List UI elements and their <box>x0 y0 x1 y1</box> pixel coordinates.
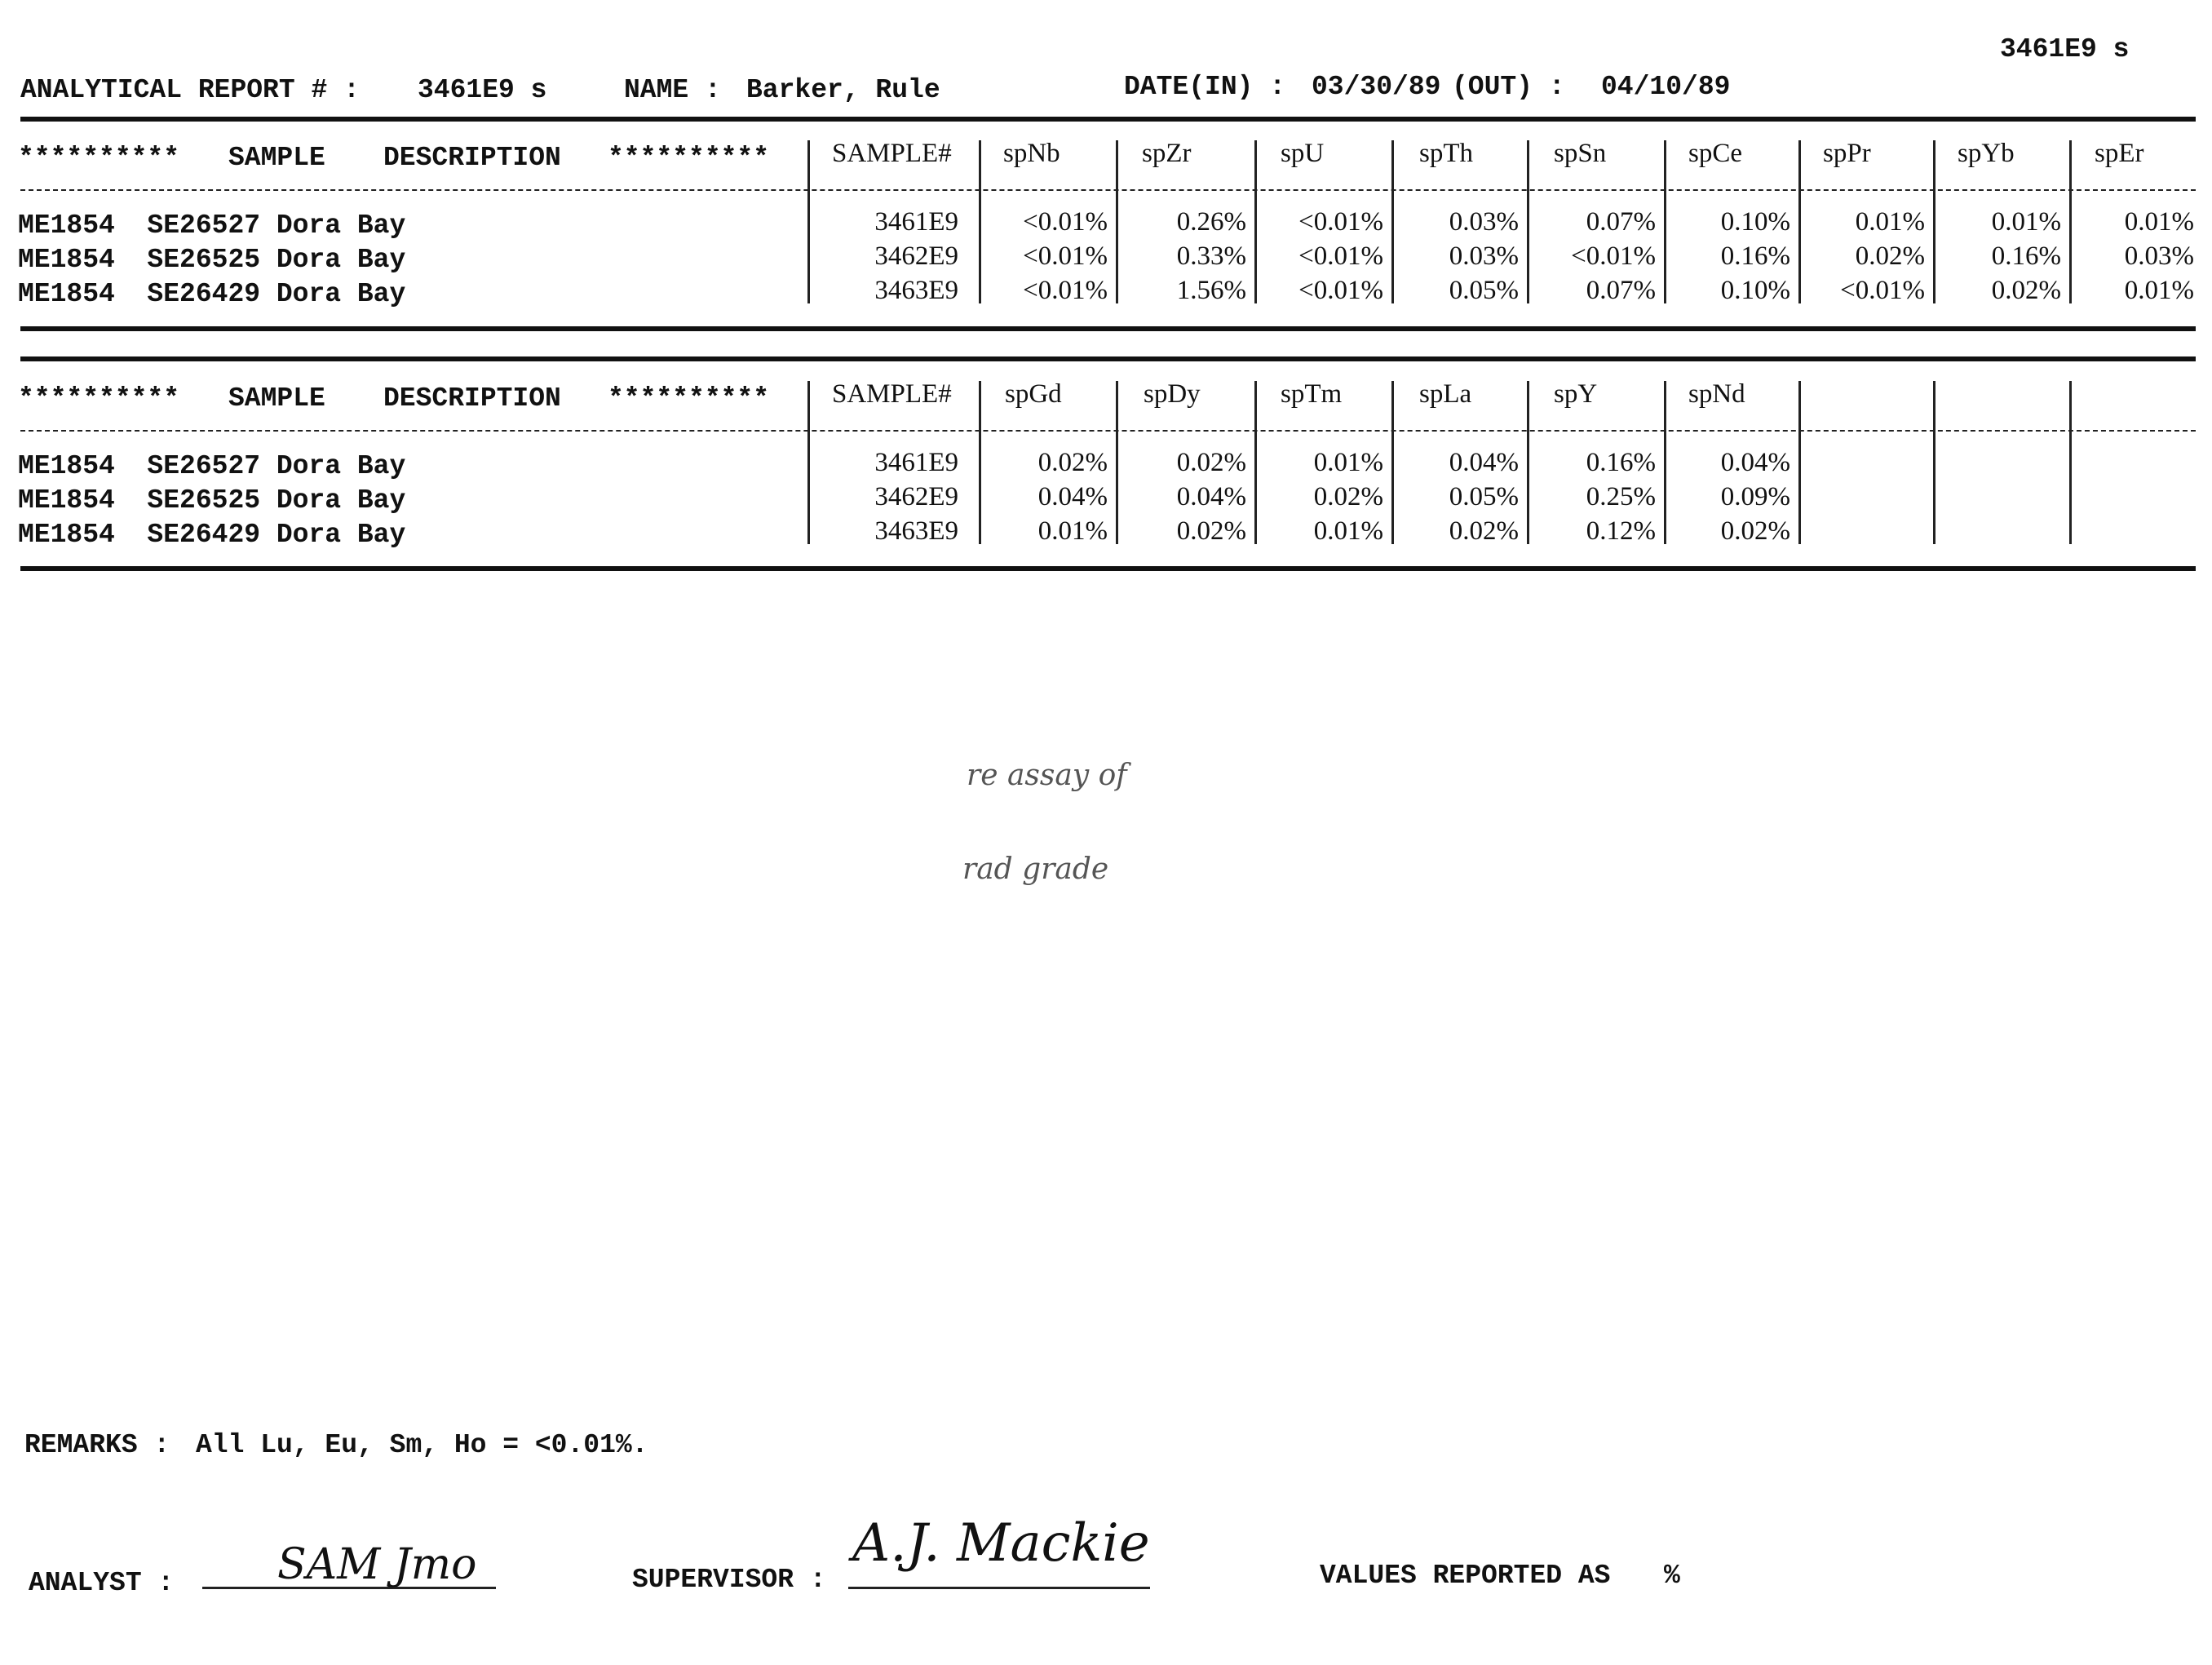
value-cell: 0.02% <box>1720 516 1790 546</box>
column-header: spPr <box>1823 139 1871 168</box>
column-divider <box>807 381 810 544</box>
sample-number-heading: SAMPLE# <box>832 139 952 168</box>
column-header: spNb <box>1003 139 1060 168</box>
value-cell: 0.12% <box>1586 516 1656 546</box>
value-cell: 0.26% <box>1176 207 1246 237</box>
value-cell: 0.16% <box>1991 241 2061 271</box>
value-cell: <0.01% <box>1298 241 1383 271</box>
value-cell: 0.03% <box>2124 241 2194 271</box>
value-cell: <0.01% <box>1571 241 1656 271</box>
value-cell: 0.02% <box>1176 516 1246 546</box>
sample-number: 3461E9 <box>874 207 958 237</box>
analyst-label: ANALYST : <box>29 1568 175 1598</box>
date-out-label: (OUT) : <box>1452 72 1565 102</box>
value-cell: 0.02% <box>1991 276 2061 305</box>
column-header: spY <box>1554 379 1598 409</box>
column-header: spSn <box>1554 139 1607 168</box>
column-header: spDy <box>1144 379 1201 409</box>
sample-number: 3461E9 <box>874 448 958 477</box>
column-header: spU <box>1281 139 1325 168</box>
value-cell: 0.01% <box>2124 207 2194 237</box>
value-cell: 0.02% <box>1855 241 1925 271</box>
value-cell: 0.04% <box>1037 482 1108 511</box>
value-cell: 0.03% <box>1449 207 1519 237</box>
column-header: spNd <box>1688 379 1745 409</box>
sample-description: ME1854 SE26525 Dora Bay <box>18 245 406 275</box>
sample-number: 3463E9 <box>874 276 958 305</box>
handwritten-note-line2: rad grade <box>962 852 1109 886</box>
description-heading: DESCRIPTION <box>383 143 561 173</box>
stars-right: ********** <box>608 383 770 414</box>
value-cell: 0.16% <box>1586 448 1656 477</box>
stars-left: ********** <box>18 143 180 173</box>
sample-description: ME1854 SE26429 Dora Bay <box>18 279 406 309</box>
value-cell: <0.01% <box>1023 207 1108 237</box>
sample-description: ME1854 SE26527 Dora Bay <box>18 451 406 481</box>
sample-number: 3462E9 <box>874 241 958 271</box>
value-cell: 0.01% <box>1313 516 1383 546</box>
remarks-text: All Lu, Eu, Sm, Ho = <0.01%. <box>196 1430 648 1460</box>
table1-top-rule <box>20 117 2196 122</box>
sample-description: ME1854 SE26525 Dora Bay <box>18 485 406 516</box>
stars-left: ********** <box>18 383 180 414</box>
stars-right: ********** <box>608 143 770 173</box>
supervisor-signature-line <box>848 1587 1150 1589</box>
value-cell: 0.10% <box>1720 276 1790 305</box>
report-label: ANALYTICAL REPORT # : <box>20 75 360 105</box>
sample-number: 3462E9 <box>874 482 958 511</box>
value-cell: 0.07% <box>1586 207 1656 237</box>
column-header: spZr <box>1142 139 1192 168</box>
column-header: spGd <box>1005 379 1062 409</box>
value-cell: 0.01% <box>1313 448 1383 477</box>
value-cell: 0.04% <box>1176 482 1246 511</box>
description-heading: DESCRIPTION <box>383 383 561 414</box>
value-cell: 0.02% <box>1176 448 1246 477</box>
date-in-label: DATE(IN) : <box>1124 72 1286 102</box>
handwritten-note-line1: re assay of <box>967 759 1127 792</box>
supervisor-signature: A.J. Mackie <box>852 1513 1150 1574</box>
table2-header-dash <box>20 430 2196 432</box>
value-cell: 0.02% <box>1037 448 1108 477</box>
sample-heading: SAMPLE <box>228 383 325 414</box>
value-cell: 0.02% <box>1313 482 1383 511</box>
column-header: spEr <box>2095 139 2144 168</box>
value-cell: <0.01% <box>1840 276 1925 305</box>
column-header: spYb <box>1958 139 2015 168</box>
name-label: NAME : <box>624 75 721 105</box>
column-header: spCe <box>1688 139 1742 168</box>
date-in-value: 03/30/89 <box>1312 72 1441 102</box>
values-unit: % <box>1664 1561 1680 1591</box>
top-reference: 3461E9 s <box>2000 34 2130 64</box>
table1-bottom-rule <box>20 326 2196 331</box>
values-reported-label: VALUES REPORTED AS <box>1320 1561 1611 1591</box>
sample-description: ME1854 SE26527 Dora Bay <box>18 210 406 241</box>
value-cell: 0.01% <box>1037 516 1108 546</box>
column-header: spLa <box>1419 379 1472 409</box>
value-cell: 0.02% <box>1449 516 1519 546</box>
value-cell: 1.56% <box>1176 276 1246 305</box>
sample-number-heading: SAMPLE# <box>832 379 952 409</box>
column-divider <box>2069 381 2072 544</box>
value-cell: 0.05% <box>1449 482 1519 511</box>
value-cell: 0.04% <box>1449 448 1519 477</box>
value-cell: <0.01% <box>1023 241 1108 271</box>
report-number: 3461E9 s <box>418 75 547 105</box>
value-cell: 0.16% <box>1720 241 1790 271</box>
value-cell: 0.03% <box>1449 241 1519 271</box>
table1-header-dash <box>20 189 2196 191</box>
client-name: Barker, Rule <box>746 75 940 105</box>
value-cell: 0.01% <box>1855 207 1925 237</box>
column-divider <box>1933 381 1936 544</box>
date-out-value: 04/10/89 <box>1601 72 1731 102</box>
value-cell: <0.01% <box>1298 276 1383 305</box>
analyst-signature: SAM Jmo <box>277 1540 477 1589</box>
value-cell: 0.05% <box>1449 276 1519 305</box>
table2-bottom-rule <box>20 566 2196 571</box>
table2-top-rule <box>20 356 2196 361</box>
sample-description: ME1854 SE26429 Dora Bay <box>18 520 406 550</box>
column-divider <box>807 140 810 303</box>
sample-heading: SAMPLE <box>228 143 325 173</box>
value-cell: 0.04% <box>1720 448 1790 477</box>
remarks-label: REMARKS : <box>24 1430 170 1460</box>
value-cell: 0.33% <box>1176 241 1246 271</box>
value-cell: 0.25% <box>1586 482 1656 511</box>
column-header: spTh <box>1419 139 1473 168</box>
value-cell: 0.01% <box>1991 207 2061 237</box>
value-cell: 0.07% <box>1586 276 1656 305</box>
value-cell: 0.10% <box>1720 207 1790 237</box>
column-header: spTm <box>1281 379 1343 409</box>
sample-number: 3463E9 <box>874 516 958 546</box>
value-cell: 0.01% <box>2124 276 2194 305</box>
value-cell: <0.01% <box>1298 207 1383 237</box>
value-cell: 0.09% <box>1720 482 1790 511</box>
supervisor-label: SUPERVISOR : <box>632 1565 826 1595</box>
column-divider <box>1798 381 1801 544</box>
value-cell: <0.01% <box>1023 276 1108 305</box>
